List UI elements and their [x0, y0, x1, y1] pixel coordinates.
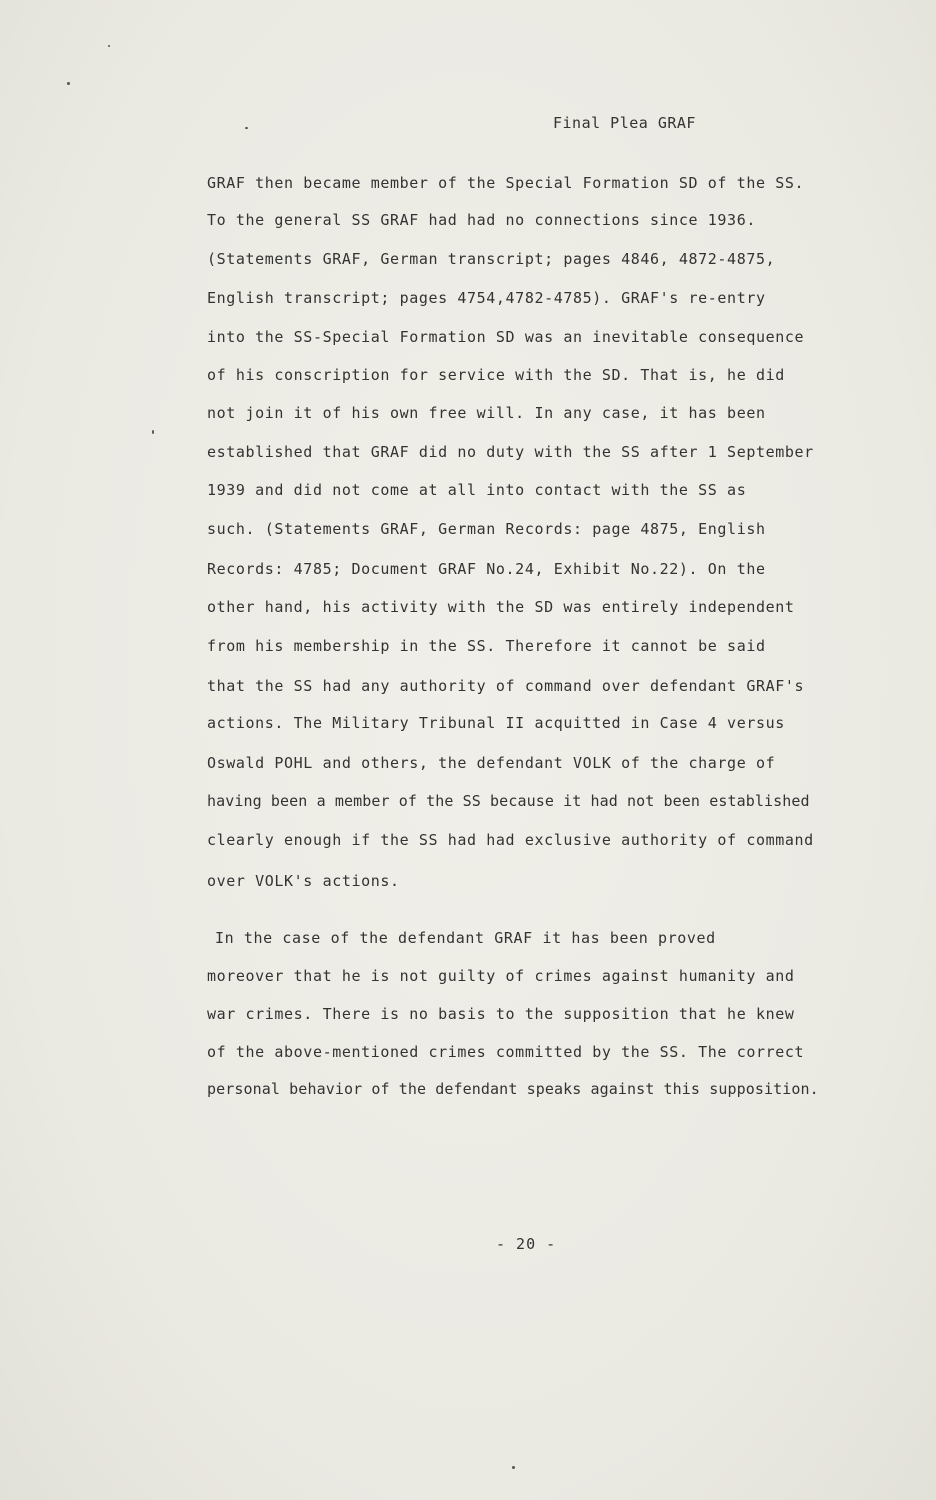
text-line: into the SS-Special Formation SD was an inevitable consequence: [207, 328, 805, 346]
page-number: - 20 -: [496, 1235, 557, 1253]
text-line: over VOLK's actions.: [207, 872, 400, 890]
text-line: 1939 and did not come at all into contact with the SS as: [207, 481, 747, 499]
text-line: To the general SS GRAF had had no connections since 1936.: [207, 211, 756, 229]
text-line: moreover that he is not guilty of crimes against humanity and: [207, 967, 795, 985]
text-line: of his conscription for service with the SD. That is, he did: [207, 366, 785, 384]
text-line: actions. The Military Tribunal II acquitted in Case 4 versus: [207, 714, 785, 732]
text-line: that the SS had any authority of command over defendant GRAF's: [207, 677, 805, 695]
text-line: war crimes. There is no basis to the supposition that he knew: [207, 1005, 795, 1023]
text-line: Records: 4785; Document GRAF No.24, Exhibit No.22). On the: [207, 560, 766, 578]
paper-speck: [152, 430, 154, 434]
text-line: personal behavior of the defendant speaks against this supposition.: [207, 1080, 819, 1098]
paper-speck: [245, 127, 248, 129]
text-line: (Statements GRAF, German transcript; pages 4846, 4872-4875,: [207, 250, 776, 268]
text-line: In the case of the defendant GRAF it has been proved: [215, 929, 716, 947]
text-line: of the above-mentioned crimes committed by the SS. The correct: [207, 1043, 805, 1061]
paper-speck: [67, 82, 70, 85]
text-line: from his membership in the SS. Therefore it cannot be said: [207, 637, 766, 655]
paper-speck: [108, 45, 110, 47]
text-line: clearly enough if the SS had had exclusive authority of command: [207, 831, 814, 849]
text-line: other hand, his activity with the SD was entirely independent: [207, 598, 795, 616]
text-line: having been a member of the SS because it had not been established: [207, 792, 810, 810]
text-line: not join it of his own free will. In any case, it has been: [207, 404, 766, 422]
page-header: Final Plea GRAF: [553, 114, 696, 132]
text-line: established that GRAF did no duty with the SS after 1 September: [207, 443, 814, 461]
text-line: GRAF then became member of the Special Formation SD of the SS.: [207, 174, 805, 192]
paper-speck: [512, 1466, 515, 1469]
text-line: English transcript; pages 4754,4782-4785). GRAF's re-entry: [207, 289, 766, 307]
text-line: such. (Statements GRAF, German Records: page 4875, English: [207, 520, 766, 538]
text-line: Oswald POHL and others, the defendant VOLK of the charge of: [207, 754, 776, 772]
